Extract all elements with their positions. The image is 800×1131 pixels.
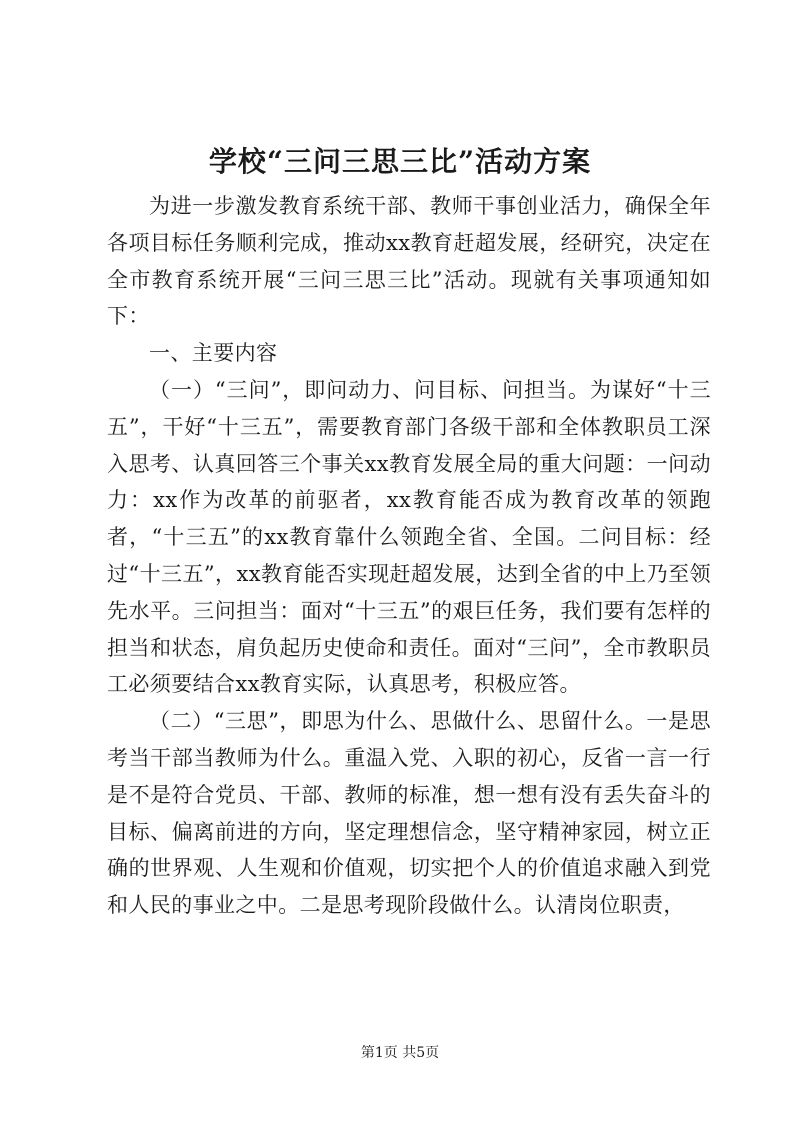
paragraph-three-thoughts: （二）“三思”，即思为什么、思做什么、思留什么。一是思考当干部当教师为什么。重温入党、入职的初心，反省一言一行是不是符合党员、干部、教师的标准，想一想有没有丢失奋斗的目标、偏离前进的方向，坚定理想信念，坚守精神家园，树立正确的世界观、人生观和价值观，切实把个人的价值追求融入到党和人民的事业之中。二是思考现阶段做什么。认清岗位职责， — [107, 709, 711, 918]
document-body — [107, 188, 711, 924]
section-heading-main-content: 一、主要内容 — [149, 341, 278, 366]
paragraph-three-questions: （一）“三问”，即问动力、问目标、问担当。为谋好“十三五”，干好“十三五”，需要教育部门各级干部和全体教职员工深入思考、认真回答三个事关xx教育发展全局的重大问题：一问动力：xx作为改革的前驱者，xx教育能否成为教育改革的领跑者，“十三五”的xx教育靠什么领跑全省、全国。二问目标：经过“十三五”，xx教育能否实现赶超发展，达到全省的中上乃至领先水平。三问担当：面对“十三五”的艰巨任务，我们要有怎样的担当和状态，肩负起历史使命和责任。面对“三问”，全市教职员工必须要结合xx教育实际，认真思考，积极应答。 — [107, 377, 711, 697]
document-title: 学校“三问三思三比”活动方案 — [208, 145, 592, 178]
paragraph-intro: 为进一步激发教育系统干部、教师干事创业活力，确保全年各项目标任务顺利完成，推动xx教育赶超发展，经研究，决定在全市教育系统开展“三问三思三比”活动。现就有关事项通知如下： — [107, 194, 711, 329]
page-footer: 第1页 共5页 — [360, 1045, 440, 1061]
